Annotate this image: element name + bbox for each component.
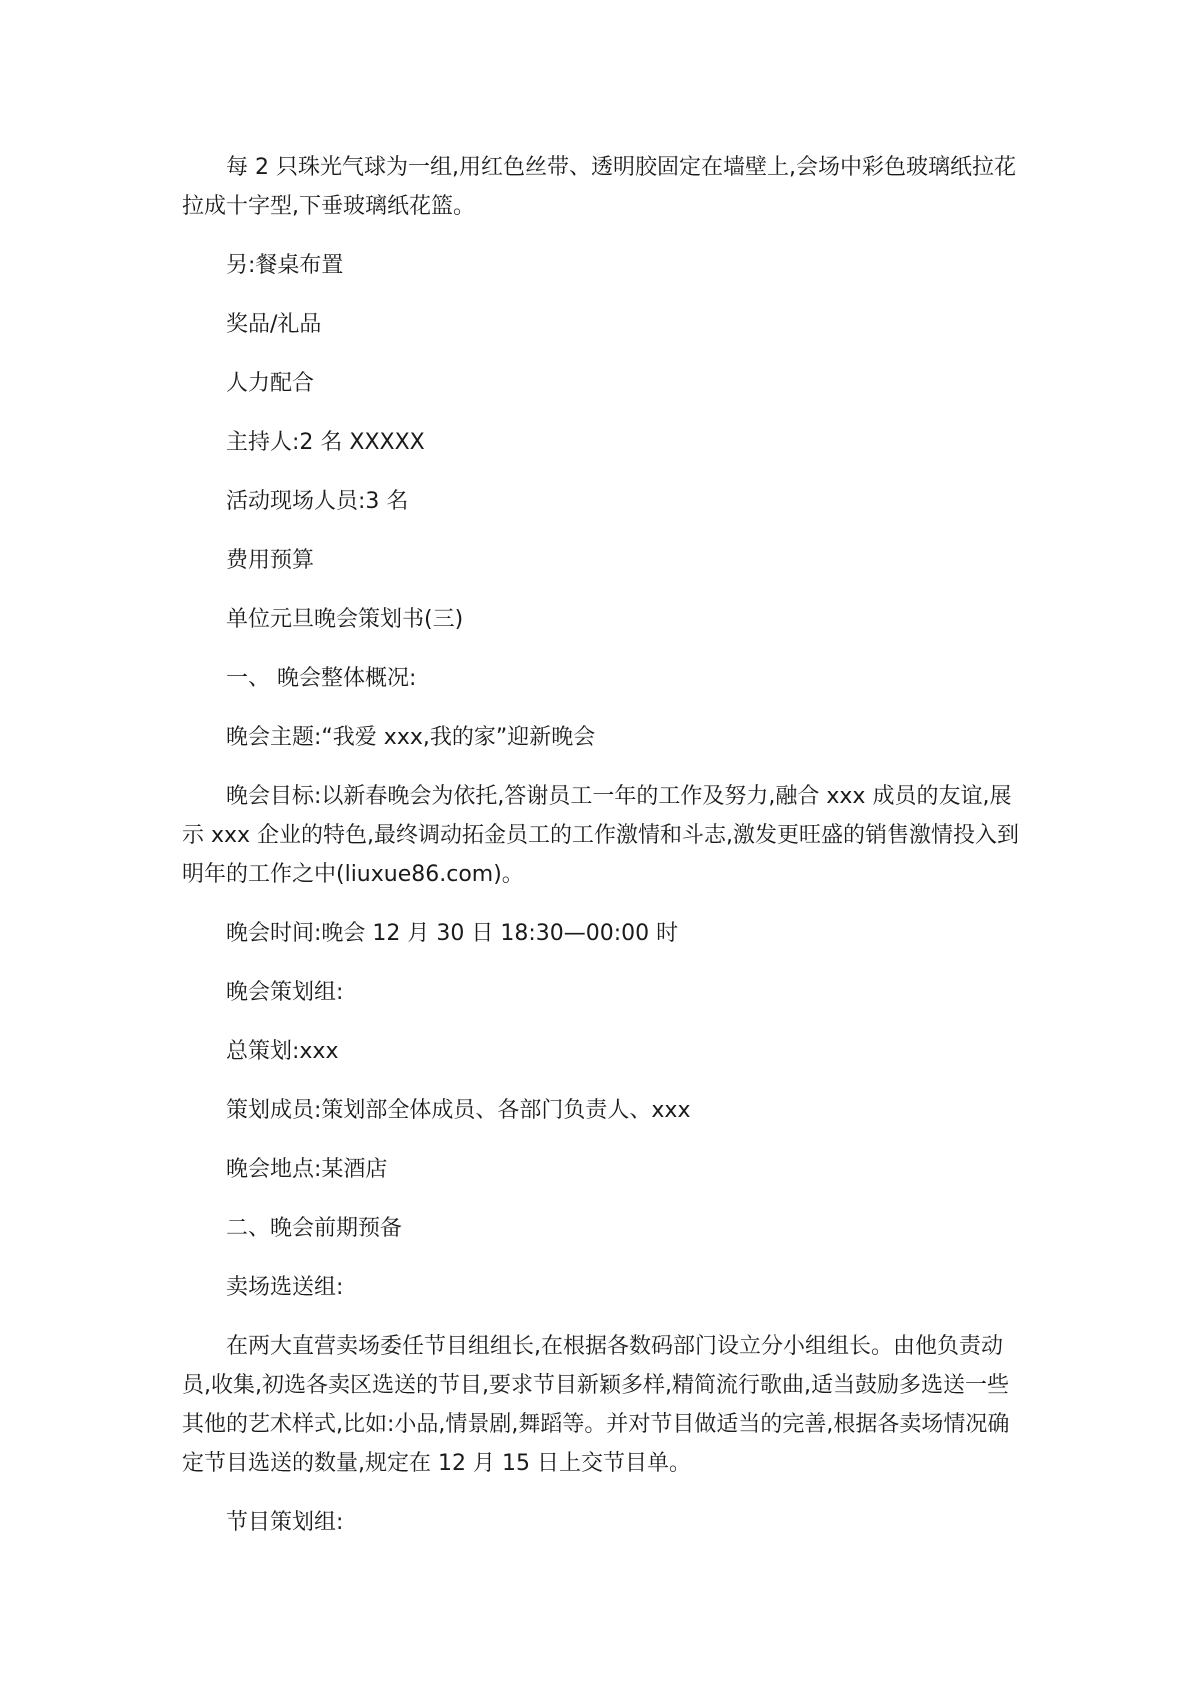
paragraph-budget: 费用预算	[226, 548, 315, 573]
paragraph-store-selection-group: 卖场选送组:	[226, 1275, 344, 1300]
paragraph-program-planning-group: 节目策划组:	[226, 1510, 344, 1535]
document-body	[182, 148, 1022, 1542]
paragraph-hosts: 主持人:2 名 XXXXX	[226, 430, 425, 455]
section-title-plan-three: 单位元旦晚会策划书(三)	[226, 607, 464, 632]
paragraph-planning-group: 晚会策划组:	[226, 980, 344, 1005]
paragraph-prizes: 奖品/礼品	[226, 312, 322, 337]
heading-overview: 一、 晚会整体概况:	[226, 666, 417, 691]
paragraph-time: 晚会时间:晚会 12 月 30 日 18:30—00:00 时	[226, 921, 679, 946]
paragraph-balloon-decoration: 每 2 只珠光气球为一组,用红色丝带、透明胶固定在墙壁上,会场中彩色玻璃纸拉花拉成十字型,下垂玻璃纸花篮。	[182, 155, 1016, 219]
paragraph-planning-members: 策划成员:策划部全体成员、各部门负责人、xxx	[226, 1098, 691, 1123]
paragraph-theme: 晚会主题:“我爱 xxx,我的家”迎新晚会	[226, 725, 596, 750]
paragraph-chief-planner: 总策划:xxx	[226, 1039, 339, 1064]
heading-preparation: 二、晚会前期预备	[226, 1216, 403, 1241]
paragraph-staffing: 人力配合	[226, 371, 315, 396]
paragraph-venue: 晚会地点:某酒店	[226, 1157, 388, 1182]
paragraph-onsite-staff: 活动现场人员:3 名	[226, 489, 409, 514]
paragraph-store-selection-detail: 在两大直营卖场委任节目组组长,在根据各数码部门设立分小组组长。由他负责动员,收集,初选各卖区选送的节目,要求节目新颖多样,精简流行歌曲,适当鼓励多选送一些其他的艺术样式,比如:小品,情景剧,舞蹈等。并对节目做适当的完善,根据各卖场情况确定节目选送的数量,规定在 12 月 15 日上交节目单。	[182, 1334, 1010, 1476]
paragraph-table-layout: 另:餐桌布置	[226, 253, 344, 278]
paragraph-goal: 晚会目标:以新春晚会为依托,答谢员工一年的工作及努力,融合 xxx 成员的友谊,展示 xxx 企业的特色,最终调动拓金员工的工作激情和斗志,激发更旺盛的销售激情投入到明年的工作之中(liuxue86.com)。	[182, 784, 1020, 887]
